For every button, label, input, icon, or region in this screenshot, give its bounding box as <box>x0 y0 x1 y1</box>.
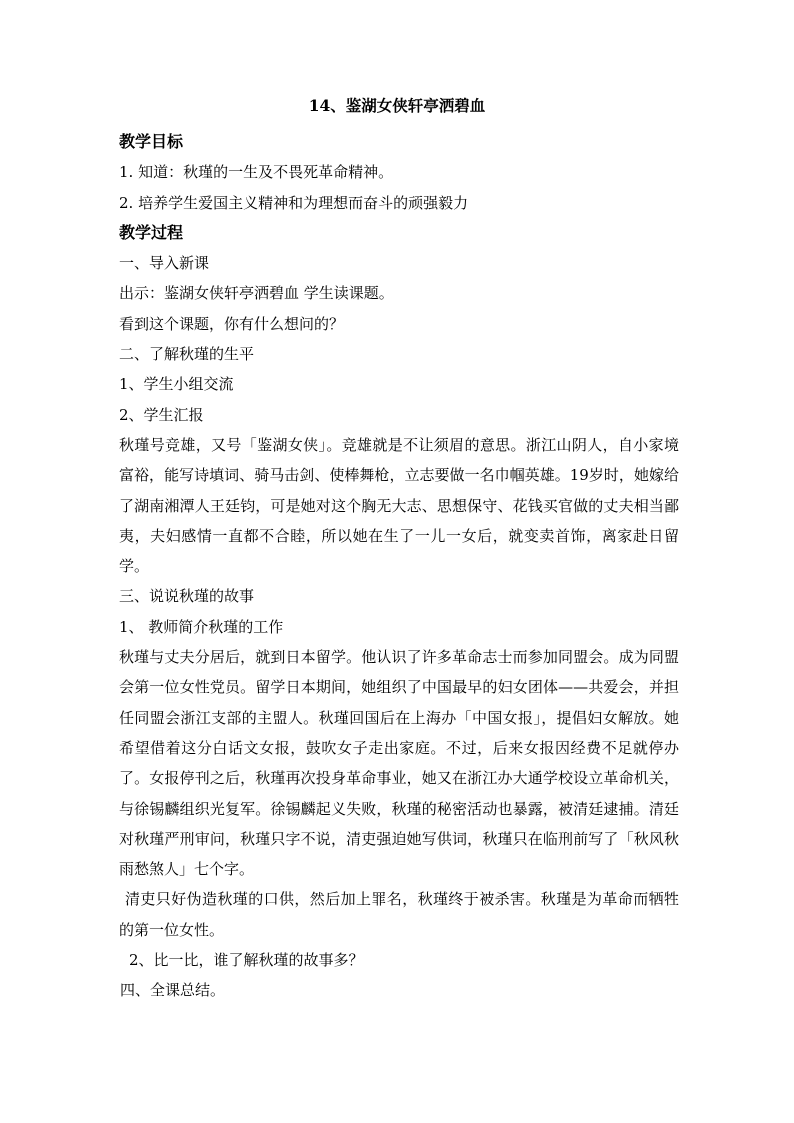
biography-paragraph: 秋瑾号竞雄，又号「鉴湖女侠」。竞雄就是不让须眉的意思。浙江山阴人，自小家境富裕，能写诗填词、骑马击剑、使棒舞枪，立志要做一名巾帼英雄。19岁时，她嫁给了湖南湘潭人王廷钧，可是她对这个胸无大志、思想保守、花钱买官做的丈夫相当鄙夷，夫妇感情一直都不合睦，所以她在生了一儿一女后，就变卖首饰，离家赴日留学。 <box>119 435 679 576</box>
death-paragraph: 清吏只好伪造秋瑾的口供，然后加上罪名，秋瑾终于被杀害。秋瑾是为革命而牺牲的第一位女性。 <box>119 890 679 939</box>
story-paragraph: 秋瑾与丈夫分居后，就到日本留学。他认识了许多革命志士而参加同盟会。成为同盟会第一位女性党员。留学日本期间，她组织了中国最早的妇女团体——共爱会，并担任同盟会浙江支部的主盟人。秋瑾回国后在上海办「中国女报」，提倡妇女解放。她希望借着这分白话文女报，鼓吹女子走出家庭。不过，后来女报因经费不足就停办了。女报停刊之后，秋瑾再次投身革命事业，她又在浙江办大通学校设立革命机关，与徐锡麟组织光复军。徐锡麟起义失败，秋瑾的秘密活动也暴露，被清廷逮捕。清廷对秋瑾严刑审问，秋瑾只字不说，清吏强迫她写供词，秋瑾只在临刑前写了「秋风秋雨愁煞人」七个字。 <box>119 648 679 879</box>
step-2-item-b: 2、学生汇报 <box>119 405 204 424</box>
step-3-heading: 三、说说秋瑾的故事 <box>119 587 255 606</box>
step-2-item-a: 1、学生小组交流 <box>119 375 234 394</box>
step-3-item-a: 1、 教师简介秋瑾的工作 <box>119 617 284 636</box>
step-1-show-text: 出示：鉴湖女侠轩亭洒碧血 学生读课题。 <box>119 284 394 303</box>
step-1-heading: 一、导入新课 <box>119 254 210 273</box>
process-heading: 教学过程 <box>119 222 184 242</box>
step-2-heading: 二、了解秋瑾的生平 <box>119 345 255 364</box>
goal-item-1: 1. 知道：秋瑾的一生及不畏死革命精神。 <box>119 163 394 182</box>
goal-item-2: 2. 培养学生爱国主义精神和为理想而奋斗的顽强毅力 <box>119 193 469 212</box>
document-title: 14、鉴湖女侠轩亭洒碧血 <box>308 96 486 115</box>
step-4-heading: 四、全课总结。 <box>120 981 226 1000</box>
document-body <box>119 127 679 1006</box>
step-1-question: 看到这个课题，你有什么想问的？ <box>119 314 345 333</box>
step-3-item-b: 2、比一比，谁了解秋瑾的故事多？ <box>129 951 364 970</box>
goals-heading: 教学目标 <box>119 132 184 151</box>
